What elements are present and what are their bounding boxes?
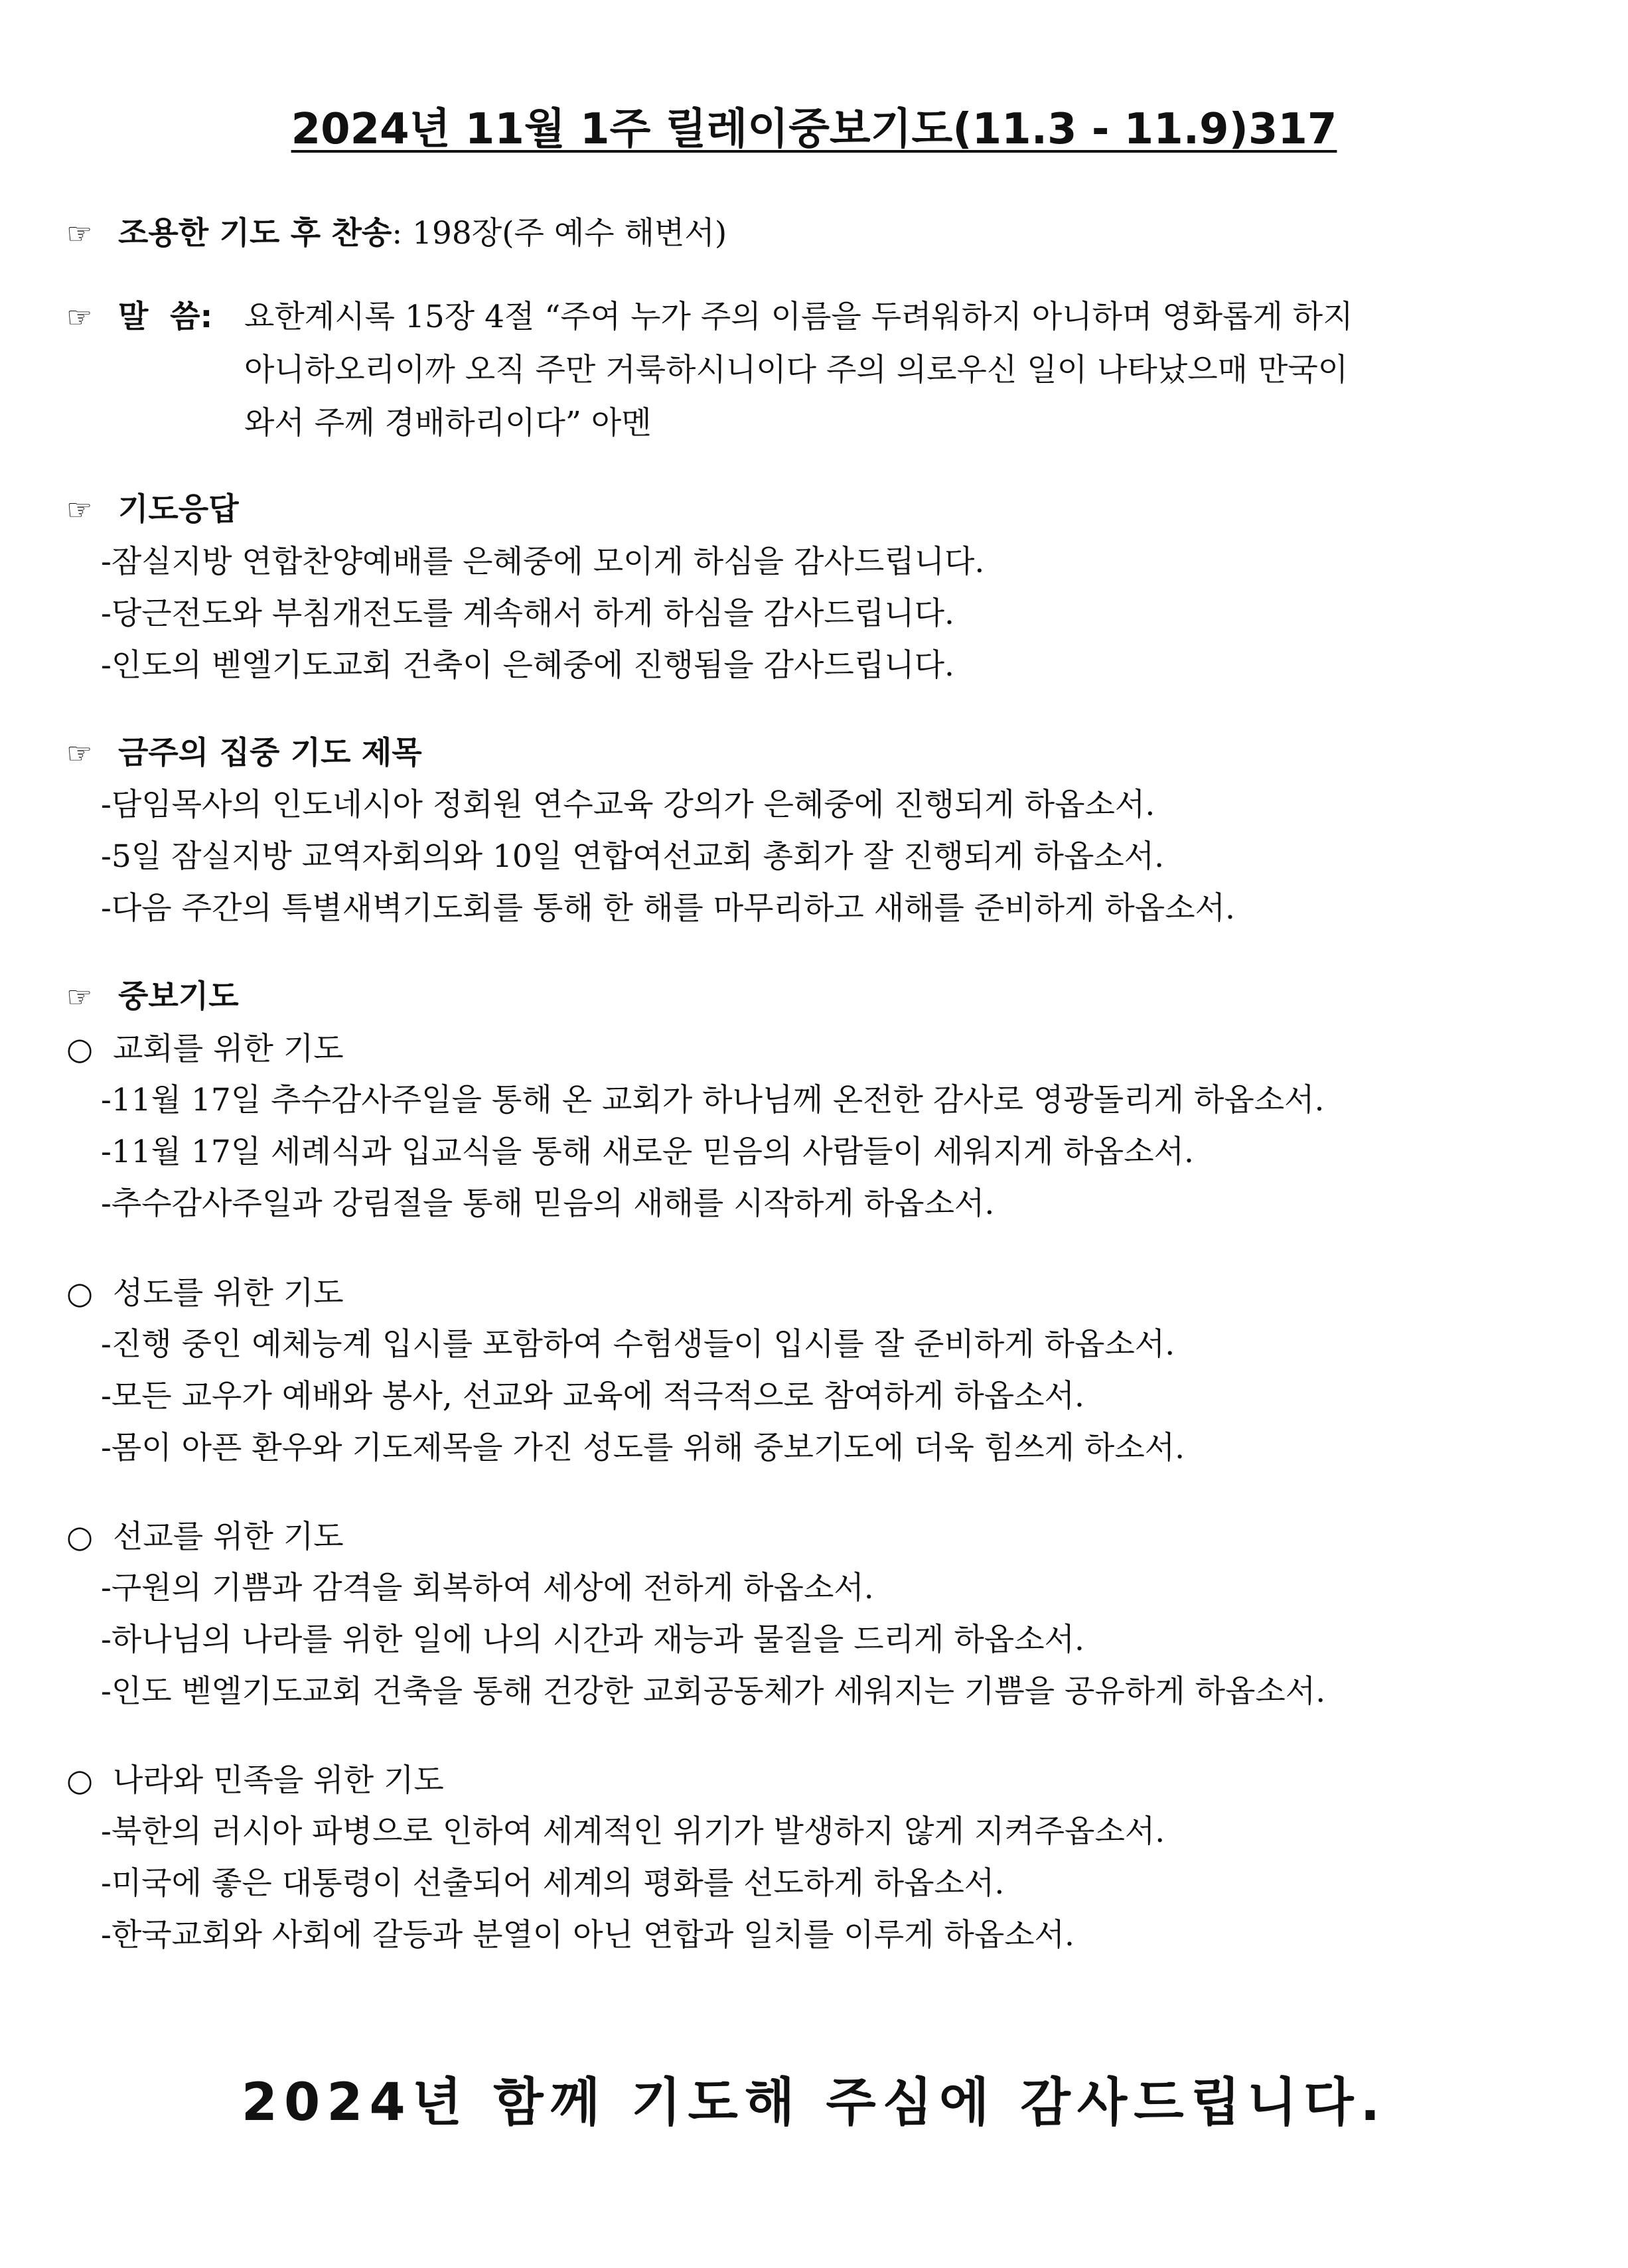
scripture-line-1 — [66, 297, 1353, 338]
list-item: -다음 주간의 특별새벽기도회를 통해 한 해를 마무리하고 새해를 준비하게 하옵소서. — [101, 890, 1235, 927]
hymn-label: 조용한 기도 후 찬송 — [118, 215, 392, 252]
list-item: -인도의 벧엘기도교회 건축이 은혜중에 진행됨을 감사드립니다. — [101, 647, 954, 684]
group-title-church — [66, 1029, 344, 1069]
pointing-hand-icon: ☞ — [66, 493, 93, 527]
list-item: -몸이 아픈 환우와 기도제목을 가진 성도를 위해 중보기도에 더욱 힘쓰게 하소서. — [101, 1430, 1185, 1466]
list-item: -인도 벧엘기도교회 건축을 통해 건강한 교회공동체가 세워지는 기쁨을 공유하게 하옵소서. — [101, 1673, 1326, 1710]
group-title-text: 나라와 민족을 위한 기도 — [113, 1762, 444, 1799]
list-item: -11월 17일 추수감사주일을 통해 온 교회가 하나님께 온전한 감사로 영광돌리게 하옵소서. — [101, 1082, 1325, 1118]
answers-heading — [66, 490, 239, 530]
list-item: -미국에 좋은 대통령이 선출되어 세계의 평화를 선도하게 하옵소서. — [101, 1865, 1005, 1902]
list-item: -5일 잠실지방 교역자회의와 10일 연합여선교회 총회가 잘 진행되게 하옵소서. — [101, 838, 1165, 875]
focus-heading-text: 금주의 집중 기도 제목 — [118, 735, 422, 771]
group-title-text: 선교를 위한 기도 — [113, 1519, 344, 1555]
page-title — [0, 100, 1628, 159]
list-item: -한국교회와 사회에 갈등과 분열이 아닌 연합과 일치를 이루게 하옵소서. — [101, 1917, 1074, 1953]
list-item: -진행 중인 예체능계 입시를 포함하여 수험생들이 입시를 잘 준비하게 하옵소서. — [101, 1326, 1175, 1363]
group-title-nation — [66, 1760, 444, 1801]
list-item: -추수감사주일과 강림절을 통해 믿음의 새해를 시작하게 하옵소서. — [101, 1185, 995, 1222]
intercession-heading-text: 중보기도 — [118, 978, 239, 1015]
list-item: -하나님의 나라를 위한 일에 나의 시간과 재능과 물질을 드리게 하옵소서. — [101, 1622, 1084, 1658]
hymn-value: : 198장(주 예수 해변서) — [392, 215, 727, 252]
group-title-mission — [66, 1517, 344, 1557]
list-item: -구원의 기쁨과 감격을 회복하여 세상에 전하게 하옵소서. — [101, 1570, 874, 1606]
pointing-hand-icon: ☞ — [66, 980, 93, 1014]
title-text: 2024년 11월 1주 릴레이중보기도(11.3 - 11.9)317 — [291, 105, 1337, 154]
circle-bullet-icon: ○ — [66, 1275, 94, 1311]
list-item: -모든 교우가 예배와 봉사, 선교와 교육에 적극적으로 참여하게 하옵소서. — [101, 1378, 1084, 1414]
group-title-text: 교회를 위한 기도 — [113, 1031, 344, 1067]
list-item: -북한의 러시아 파병으로 인하여 세계적인 위기가 발생하지 않게 지켜주옵소서. — [101, 1813, 1165, 1850]
scripture-text: 요한계시록 15장 4절 “주여 누가 주의 이름을 두려워하지 아니하며 영화롭게 하지 — [244, 299, 1353, 335]
circle-bullet-icon: ○ — [66, 1519, 94, 1554]
list-item: -11월 17일 세례식과 입교식을 통해 새로운 믿음의 사람들이 세워지게 하옵소서. — [101, 1134, 1194, 1170]
pointing-hand-icon: ☞ — [66, 301, 93, 335]
pointing-hand-icon: ☞ — [66, 737, 93, 771]
group-title-saints — [66, 1273, 344, 1314]
pointing-hand-icon: ☞ — [66, 217, 93, 251]
group-title-text: 성도를 위한 기도 — [113, 1275, 344, 1312]
scripture-line-2: 아니하오리이까 오직 주만 거룩하시니이다 주의 의로우신 일이 나타났으매 만국이 — [244, 352, 1349, 388]
circle-bullet-icon: ○ — [66, 1762, 94, 1798]
list-item: -담임목사의 인도네시아 정회원 연수교육 강의가 은혜중에 진행되게 하옵소서. — [101, 787, 1155, 823]
circle-bullet-icon: ○ — [66, 1031, 94, 1067]
list-item: -잠실지방 연합찬양예배를 은혜중에 모이게 하심을 감사드립니다. — [101, 544, 985, 580]
hymn-line — [66, 214, 727, 254]
focus-heading — [66, 733, 422, 774]
answers-heading-text: 기도응답 — [118, 491, 239, 528]
scripture-label: 말 씀: — [118, 299, 213, 335]
scripture-line-3: 와서 주께 경배하리이다” 아멘 — [244, 405, 652, 441]
intercession-heading — [66, 977, 239, 1018]
list-item: -당근전도와 부침개전도를 계속해서 하게 하심을 감사드립니다. — [101, 595, 954, 632]
closing-message: 2024년 함께 기도해 주심에 감사드립니다. — [241, 2073, 1387, 2133]
